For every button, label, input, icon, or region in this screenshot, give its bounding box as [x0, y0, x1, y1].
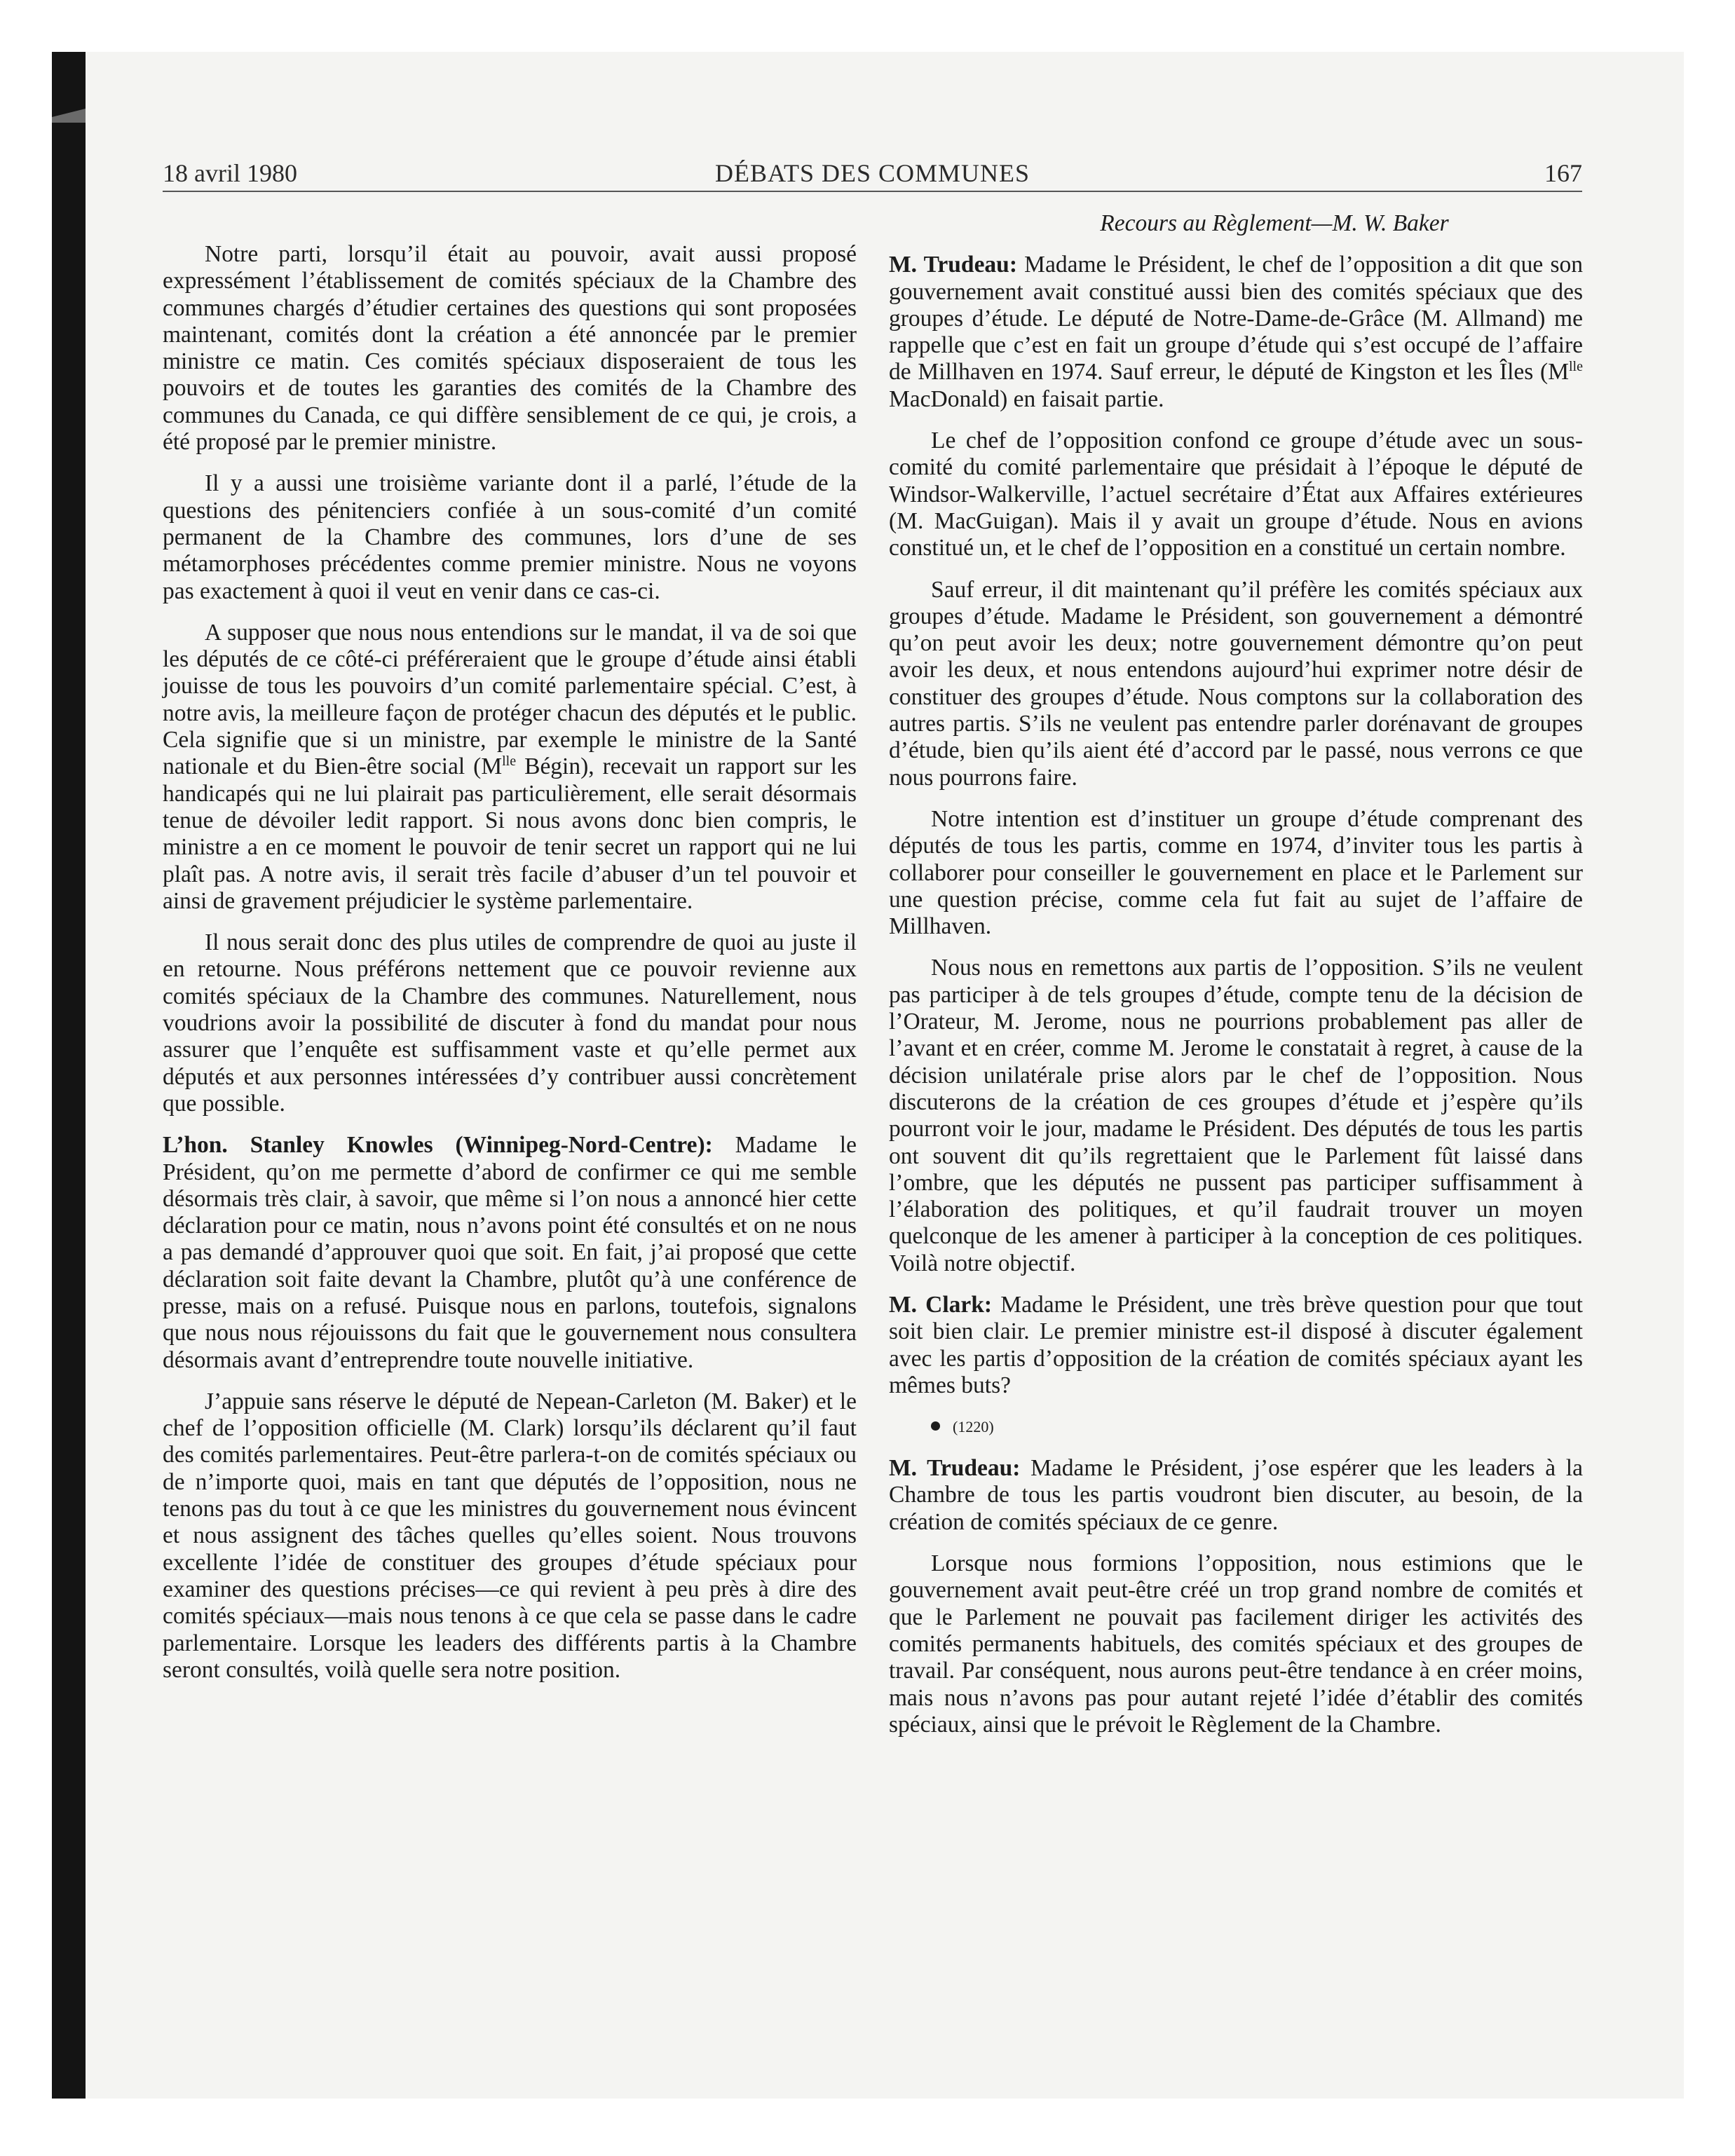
paragraph: Sauf erreur, il dit maintenant qu’il préfère les comités spéciaux aux groupes d’étude. Madame le Président, son gouvernement a démontré qu’on peut avoir les deux; notre gouvernement démontre qu’on peut avoir les deux, et nous entendons aujourd’hui exprimer notre désir de constituer des groupes d’étude. Nous comptons sur la collaboration des autres partis. S’ils ne veulent pas entendre parler dorénavant de groupes d’étude, bien qu’ils aient été d’accord par le passé, nous verrons ce que nous pourrons faire.: [889, 576, 1583, 791]
paragraph: J’appuie sans réserve le député de Nepean-Carleton (M. Baker) et le chef de l’opposition officielle (M. Clark) lorsqu’ils déclarent qu’il faut des comités parlementaires. Peut-être parlera-t-on de comités spéciaux ou de n’importe quoi, mais en tant que députés de l’opposition, nous ne tenons pas du tout à ce que les ministres du gouvernement nous évincent et nous assignent des tâches quelles qu’elles soient. Nous trouvons excellente l’idée de constituer des groupes d’étude spéciaux pour examiner des questions précises—ce qui revient à peu près à dire des comités spéciaux—mais nous tenons à ce que cela se passe dans le cadre parlementaire. Lorsque les leaders des différents partis à la Chambre seront consultés, voilà quelle sera notre position.: [163, 1388, 857, 1683]
paragraph-text: A supposer que nous nous entendions sur le mandat, il va de soi que les députés de ce côté-ci préféreraient que le groupe d’étude ainsi établi jouisse de tous les pouvoirs d’un comité parlementaire spécial. C’est, à notre avis, la meilleure façon de protéger chacun des députés et le public. Cela signifie que si un ministre, par exemple le ministre de la Santé nationale et du Bien-être social (M: [163, 619, 857, 780]
speech-text: Madame le Président, qu’on me permette d’abord de confirmer ce qui me semble désormais très clair, à savoir, que même si l’on nous a annoncé hier cette déclaration pour ce matin, nous n’avons point été consultés et on ne nous a pas demandé d’approuver quoi que soit. En fait, j’ai proposé que cette déclaration soit faite devant la Chambre, plutôt qu’à une conférence de presse, mais on a refusé. Puisque nous en parlons, toutefois, signalons que nous nous réjouissons du fait que le gouvernement nous consultera désormais avant d’entreprendre toute nouvelle initiative.: [163, 1132, 857, 1373]
left-column: [163, 241, 857, 1698]
speech-paragraph: [163, 1132, 857, 1374]
paragraph: Le chef de l’opposition confond ce groupe d’étude avec un sous-comité du comité parlementaire que présidait à l’époque le député de Windsor-Walkerville, l’actuel secrétaire d’État aux Affaires extérieures (M. MacGuigan). Mais il y avait un groupe d’étude. Nous en avions constitué un, et le chef de l’opposition en a constitué un certain nombre.: [889, 428, 1583, 561]
speech-text: Madame le Président, une très brève question pour que tout soit bien clair. Le premier ministre est-il disposé à discuter également avec les partis d’opposition de la création de comités spéciaux ayant les mêmes buts?: [889, 1291, 1583, 1398]
binding-edge: [52, 52, 86, 2099]
speech-paragraph: [889, 1292, 1583, 1399]
timestamp-text: (1220): [953, 1418, 994, 1436]
speaker-name: L’hon. Stanley Knowles (Winnipeg-Nord-Centre):: [163, 1132, 713, 1159]
paragraph: [163, 620, 857, 915]
speech-text: Madame le Président, j’ose espérer que les leaders à la Chambre de tous les partis voudront bien discuter, au besoin, de la création de comités spéciaux de ce genre.: [889, 1455, 1583, 1535]
paragraph: Il nous serait donc des plus utiles de comprendre de quoi au juste il en retourne. Nous préférons nettement que ce pouvoir revienne aux comités spéciaux de la Chambre des communes. Naturellement, nous voudrions avoir la possibilité de discuter à fond du mandat pour nous assurer que l’enquête est suffisamment vaste et qu’elle permet aux députés et aux personnes intéressées d’y contribuer aussi concrètement que possible.: [163, 929, 857, 1117]
page-number: 167: [1544, 159, 1582, 187]
paragraph-text: Bégin), recevait un rapport sur les handicapés qui ne lui plairait pas particulièrement, elle serait désormais tenue de dévoiler ledit rapport. Si nous avons donc bien compris, le ministre a en ce moment le pouvoir de tenir secret un rapport qui ne lui plaît pas. A notre avis, il serait très facile d’abuser d’un tel pouvoir et ainsi de gravement préjudicier le système parlementaire.: [163, 753, 857, 914]
superscript: lle: [1569, 359, 1583, 375]
speech-paragraph: [889, 1455, 1583, 1536]
bullet-icon: [931, 1421, 940, 1431]
running-head: Recours au Règlement—M. W. Baker: [1100, 210, 1449, 236]
right-column: [889, 210, 1583, 1753]
speaker-name: M. Trudeau:: [889, 252, 1017, 278]
paragraph: Il y a aussi une troisième variante dont il a parlé, l’étude de la questions des pénitenciers confiée à un sous-comité d’un comité permanent de la Chambre des communes, lors d’une de ses métamorphoses précédentes comme premier ministre. Nous ne voyons pas exactement à quoi il veut en venir dans ce cas-ci.: [163, 470, 857, 604]
header-date: 18 avril 1980: [163, 159, 297, 187]
paragraph: Lorsque nous formions l’opposition, nous estimions que le gouvernement avait peut-être créé un trop grand nombre de comités et que le Parlement ne pouvait pas facilement diriger les activités des comités permanents habituels, des comités spéciaux et des groupes de travail. Par conséquent, nous aurons peut-être tendance à en créer moins, mais nous n’avons pas pour autant rejeté l’idée d’établir des comités spéciaux, ainsi que le prévoit le Règlement de la Chambre.: [889, 1550, 1583, 1738]
header-rule: [163, 191, 1582, 192]
paragraph: Notre intention est d’instituer un groupe d’étude comprenant des députés de tous les partis, comme en 1974, d’inviter tous les partis à collaborer pour conseiller le gouvernement en place et le Parlement sur une question précise, comme cela fut fait au sujet de l’affaire de Millhaven.: [889, 805, 1583, 940]
superscript: lle: [502, 753, 517, 770]
speech-text: Madame le Président, le chef de l’opposition a dit que son gouvernement avait constitué aussi bien des comités spéciaux que des groupes d’étude. Le député de Notre-Dame-de-Grâce (M. Allmand) me rappelle que c’est en fait un groupe d’étude qui s’est occupé de l’affaire de Millhaven en 1974. Sauf erreur, le député de Kingston et les Îles (M: [889, 252, 1583, 386]
page-header: [163, 156, 1582, 191]
speech-paragraph: [889, 252, 1583, 413]
header-title: DÉBATS DES COMMUNES: [714, 159, 1030, 187]
paragraph: Nous nous en remettons aux partis de l’opposition. S’ils ne veulent pas participer à de tels groupes d’étude, compte tenu de la décision de l’Orateur, M. Jerome, nous ne pourrions probablement pas aller de l’avant et en créer, comme M. Jerome le constatait à regret, à cause de la décision unilatérale prise alors par le chef de l’opposition. Nous discuterons de la création de ces groupes d’étude et j’espère qu’ils pourront voir le jour, madame le Président. Des députés de tous les partis ont souvent dit qu’ils regrettaient que le Parlement fût laissé dans l’ombre, que les députés ne pussent pas participer suffisamment à l’élaboration des politiques, et qu’il faudrait trouver un moyen quelconque de les amener à participer à la conception de ces politiques. Voilà notre objectif.: [889, 955, 1583, 1276]
speech-text: MacDonald) en faisait partie.: [889, 386, 1164, 412]
speaker-name: M. Clark:: [889, 1291, 993, 1318]
paragraph: Notre parti, lorsqu’il était au pouvoir, avait aussi proposé expressément l’établissement de comités spéciaux de la Chambre des communes chargés d’étudier certaines des questions qui sont proposées maintenant, comités dont la création a été annoncée par le premier ministre ce matin. Ces comités spéciaux disposeraient de tous les pouvoirs et de toutes les garanties des comités de la Chambre des communes du Canada, ce qui diffère sensiblement de ce qui, je crois, a été proposé par le premier ministre.: [163, 241, 857, 456]
speaker-name: M. Trudeau:: [889, 1455, 1021, 1482]
timestamp: [889, 1414, 1583, 1440]
